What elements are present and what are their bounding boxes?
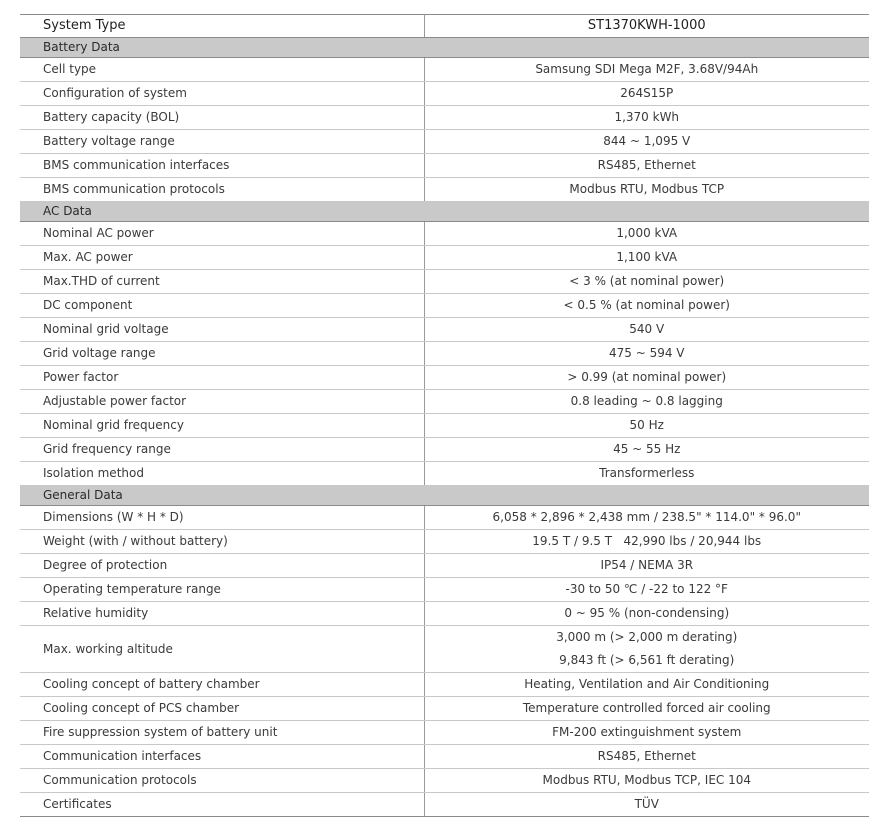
- row-value: RS485, Ethernet: [597, 158, 696, 172]
- table-row: [20, 793, 869, 817]
- spec-sheet: [20, 14, 869, 817]
- section-title: AC Data: [20, 202, 869, 222]
- row-value-cell: [424, 58, 869, 82]
- row-value-cell: [424, 246, 869, 270]
- row-value: 1,100 kVA: [616, 250, 678, 264]
- row-label: Adjustable power factor: [20, 390, 424, 414]
- row-label: Cell type: [20, 58, 424, 82]
- row-value: 19.5 T / 9.5 T 42,990 lbs / 20,944 lbs: [532, 534, 762, 548]
- row-value-cell: [424, 342, 869, 366]
- header-value: ST1370KWH-1000: [424, 15, 869, 38]
- row-value-cell: [424, 769, 869, 793]
- row-label: Max.THD of current: [20, 270, 424, 294]
- row-value-cell: [424, 697, 869, 721]
- row-label: Grid voltage range: [20, 342, 424, 366]
- table-row: [20, 366, 869, 390]
- row-value-cell: [424, 673, 869, 697]
- row-value-cell: [424, 154, 869, 178]
- row-value-cell: [424, 554, 869, 578]
- table-row: [20, 130, 869, 154]
- table-row: [20, 626, 869, 673]
- row-label: BMS communication protocols: [20, 178, 424, 202]
- row-value-cell: [424, 270, 869, 294]
- row-label: Operating temperature range: [20, 578, 424, 602]
- row-value-cell: [424, 438, 869, 462]
- table-row: [20, 342, 869, 366]
- table-row: [20, 246, 869, 270]
- row-value: TÜV: [634, 797, 659, 811]
- table-row: [20, 222, 869, 246]
- table-row: [20, 154, 869, 178]
- table-row: [20, 390, 869, 414]
- row-value: 1,370 kWh: [614, 110, 680, 124]
- row-value-cell: [424, 602, 869, 626]
- table-row: [20, 106, 869, 130]
- header-label: System Type: [20, 15, 424, 38]
- row-value: 3,000 m (> 2,000 m derating): [556, 630, 738, 644]
- row-label: Relative humidity: [20, 602, 424, 626]
- table-row: [20, 318, 869, 342]
- table-row: [20, 745, 869, 769]
- table-row: [20, 673, 869, 697]
- row-value-cell: [424, 390, 869, 414]
- row-label: Nominal grid frequency: [20, 414, 424, 438]
- row-label: BMS communication interfaces: [20, 154, 424, 178]
- section-header: [20, 486, 869, 506]
- row-label: Max. working altitude: [20, 626, 424, 673]
- row-value-cell: [424, 530, 869, 554]
- table-row: [20, 178, 869, 202]
- row-value-cell: [424, 294, 869, 318]
- table-row: [20, 506, 869, 530]
- row-label: Dimensions (W * H * D): [20, 506, 424, 530]
- row-label: Power factor: [20, 366, 424, 390]
- spec-table: [20, 14, 869, 817]
- row-label: Nominal grid voltage: [20, 318, 424, 342]
- table-row: [20, 462, 869, 486]
- row-value: 45 ~ 55 Hz: [613, 442, 681, 456]
- row-value-cell: [424, 414, 869, 438]
- table-row: [20, 721, 869, 745]
- table-row: [20, 697, 869, 721]
- section-header: [20, 202, 869, 222]
- row-label: Configuration of system: [20, 82, 424, 106]
- table-row: [20, 438, 869, 462]
- section-header: [20, 38, 869, 58]
- section-title: Battery Data: [20, 38, 869, 58]
- row-value: 0.8 leading ~ 0.8 lagging: [570, 394, 723, 408]
- row-value: Modbus RTU, Modbus TCP, IEC 104: [542, 773, 751, 787]
- row-label: Isolation method: [20, 462, 424, 486]
- row-value-cell: [424, 745, 869, 769]
- table-row: [20, 414, 869, 438]
- row-value: 475 ~ 594 V: [608, 346, 685, 360]
- row-value-cell: [424, 506, 869, 530]
- row-value: IP54 / NEMA 3R: [600, 558, 694, 572]
- row-value: -30 to 50 ℃ / -22 to 122 °F: [565, 582, 728, 596]
- table-row: [20, 294, 869, 318]
- row-label: Nominal AC power: [20, 222, 424, 246]
- row-value-cell: [424, 626, 869, 673]
- row-value: 9,843 ft (> 6,561 ft derating): [559, 653, 735, 667]
- row-value: RS485, Ethernet: [597, 749, 696, 763]
- row-value: 844 ~ 1,095 V: [603, 134, 691, 148]
- table-row: [20, 270, 869, 294]
- row-value-cell: [424, 130, 869, 154]
- row-label: Cooling concept of PCS chamber: [20, 697, 424, 721]
- row-label: Battery capacity (BOL): [20, 106, 424, 130]
- row-value: FM-200 extinguishment system: [552, 725, 742, 739]
- spec-table-body: [20, 15, 869, 817]
- row-value-cell: [424, 318, 869, 342]
- table-header-row: [20, 15, 869, 38]
- row-value-cell: [424, 721, 869, 745]
- row-value: < 3 % (at nominal power): [569, 274, 725, 288]
- row-value: 264S15P: [620, 86, 674, 100]
- table-row: [20, 602, 869, 626]
- row-value-cell: [424, 793, 869, 817]
- row-label: DC component: [20, 294, 424, 318]
- row-label: Battery voltage range: [20, 130, 424, 154]
- row-value: 50 Hz: [629, 418, 664, 432]
- row-value: Modbus RTU, Modbus TCP: [569, 182, 725, 196]
- row-value: > 0.99 (at nominal power): [567, 370, 727, 384]
- table-row: [20, 58, 869, 82]
- row-value-cell: [424, 366, 869, 390]
- row-label: Communication interfaces: [20, 745, 424, 769]
- section-title: General Data: [20, 486, 869, 506]
- row-label: Fire suppression system of battery unit: [20, 721, 424, 745]
- row-value-cell: [424, 578, 869, 602]
- row-value: 1,000 kVA: [616, 226, 678, 240]
- table-row: [20, 578, 869, 602]
- row-value-cell: [424, 106, 869, 130]
- row-label: Weight (with / without battery): [20, 530, 424, 554]
- row-value-cell: [424, 178, 869, 202]
- row-label: Cooling concept of battery chamber: [20, 673, 424, 697]
- row-label: Max. AC power: [20, 246, 424, 270]
- row-value: Samsung SDI Mega M2F, 3.68V/94Ah: [535, 62, 759, 76]
- row-label: Certificates: [20, 793, 424, 817]
- row-value: Temperature controlled forced air cooling: [522, 701, 771, 715]
- row-label: Grid frequency range: [20, 438, 424, 462]
- row-value: Transformerless: [599, 466, 695, 480]
- table-row: [20, 769, 869, 793]
- row-label: Degree of protection: [20, 554, 424, 578]
- row-value: 0 ~ 95 % (non-condensing): [564, 606, 730, 620]
- row-value: 540 V: [629, 322, 665, 336]
- table-row: [20, 82, 869, 106]
- table-row: [20, 530, 869, 554]
- table-row: [20, 554, 869, 578]
- row-label: Communication protocols: [20, 769, 424, 793]
- row-value: < 0.5 % (at nominal power): [563, 298, 730, 312]
- row-value-cell: [424, 82, 869, 106]
- row-value-cell: [424, 462, 869, 486]
- row-value: Heating, Ventilation and Air Conditioning: [524, 677, 770, 691]
- row-value-cell: [424, 222, 869, 246]
- row-value: 6,058 * 2,896 * 2,438 mm / 238.5" * 114.0" * 96.0": [492, 510, 801, 524]
